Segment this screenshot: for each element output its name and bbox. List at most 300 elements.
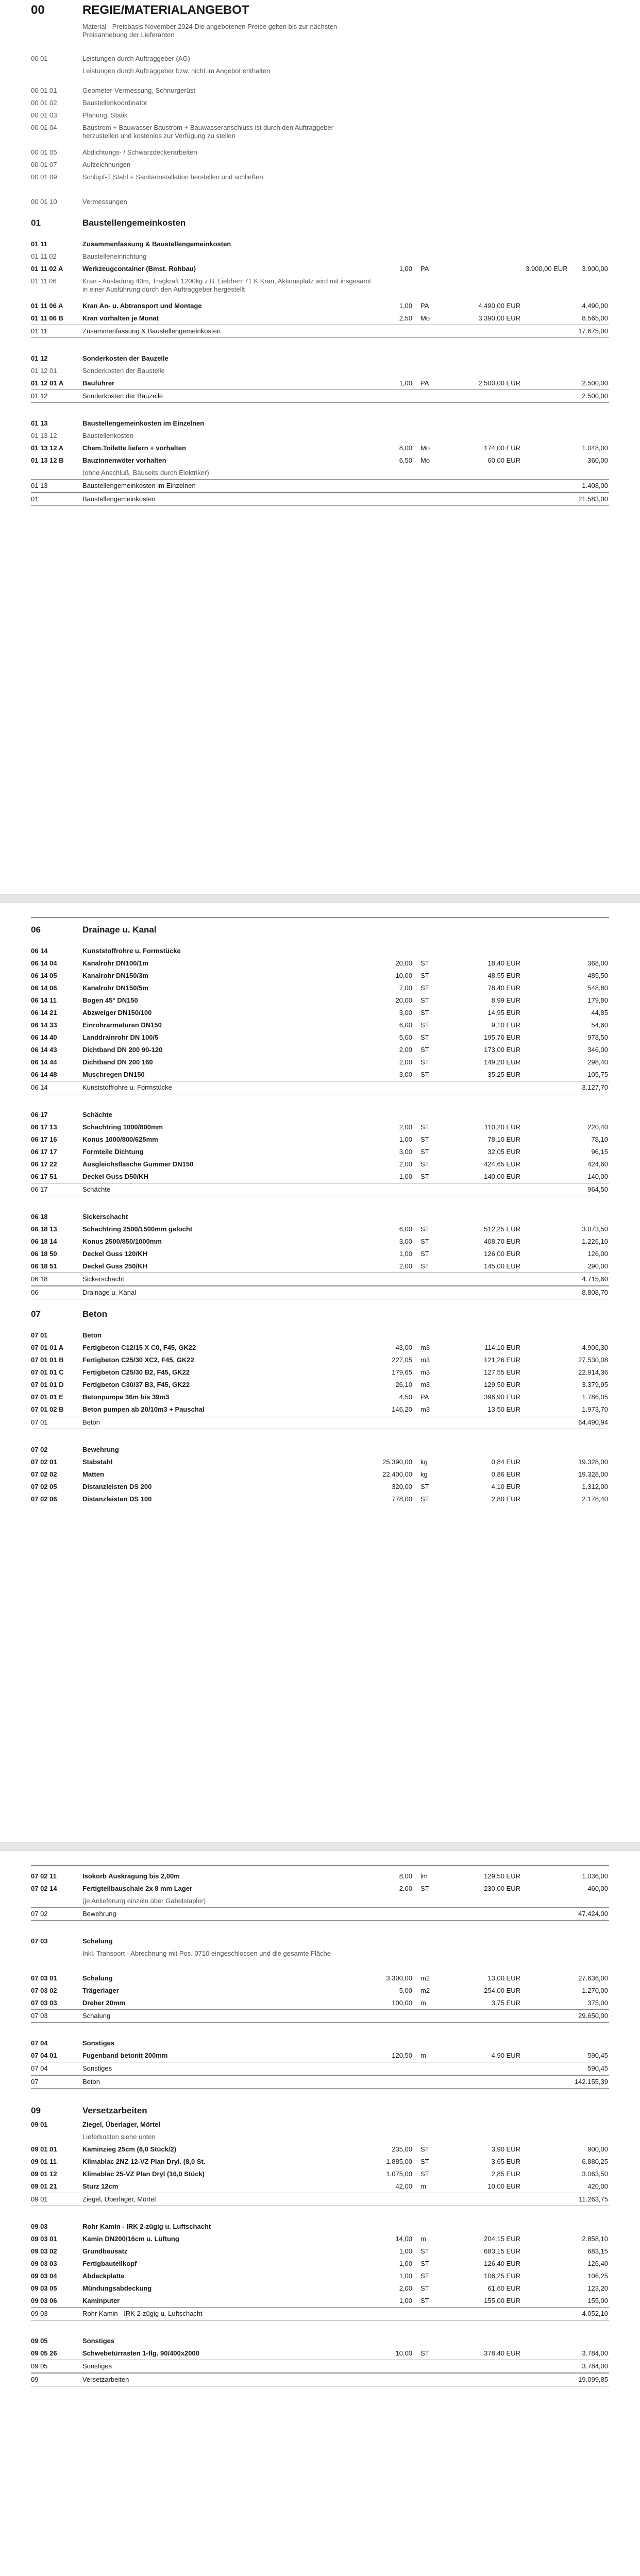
unit: kg [420, 1458, 428, 1466]
position-description: Drainage u. Kanal [82, 1289, 137, 1296]
quantity: 5,00 [399, 1987, 412, 1994]
unit: PA [420, 265, 429, 273]
position-row [31, 1019, 609, 1031]
position-description: Fertigbauteilkopf [82, 2260, 137, 2267]
position-number: 06 14 05 [31, 972, 57, 979]
unit: ST [420, 2260, 429, 2267]
position-description: REGIE/MATERIALANGEBOT [82, 3, 249, 17]
total-price: 2.500,00 [582, 379, 608, 387]
total-price: 964,50 [587, 1185, 608, 1193]
unit-price: 9,10 EUR [491, 1021, 520, 1029]
position-row [31, 982, 609, 994]
unit-price: 18,40 EUR [487, 959, 520, 967]
position-row [31, 1121, 609, 1133]
total-price: 47.424,00 [578, 1910, 608, 1918]
unit: ST [420, 1173, 429, 1180]
position-number: 09 03 [31, 2223, 48, 2230]
total-price: 3.073,50 [582, 1225, 608, 1233]
subtotal-row [31, 2009, 609, 2023]
total-price: 3.379,95 [582, 1381, 608, 1388]
position-number: 07 01 01 B [31, 1356, 64, 1364]
unit: ST [420, 2158, 429, 2165]
unit: m [420, 2052, 426, 2059]
quantity: 26,10 [395, 1381, 412, 1388]
unit-price: 149,20 EUR [484, 1058, 520, 1066]
page-2-content [31, 922, 609, 1505]
position-description: Kamin DN200/16cm u. Lüftung [82, 2235, 179, 2243]
text-row [31, 365, 609, 377]
position-number: 00 01 [31, 55, 48, 62]
position-number: 07 02 [31, 1910, 48, 1918]
position-row [31, 2156, 609, 2168]
position-row [31, 1456, 609, 1468]
position-row [31, 454, 609, 467]
position-number: 07 [31, 1309, 41, 1319]
subsection-heading [31, 1935, 609, 1947]
unit-price: 4,10 EUR [491, 1483, 520, 1490]
spacer [31, 1196, 609, 1211]
note-row [31, 1947, 609, 1972]
total-price: 375,00 [587, 1999, 608, 2007]
position-description: Sonstiges [82, 2362, 112, 2370]
position-row [31, 2295, 609, 2307]
total-price: 3.900,00 EUR [526, 265, 568, 273]
unit-price: 13,50 EUR [487, 1405, 520, 1413]
position-row [31, 957, 609, 970]
position-number: 06 14 48 [31, 1071, 57, 1078]
position-description: Kunststoffrohre u. Formstücke [82, 947, 181, 955]
position-number: 00 01 07 [31, 161, 57, 168]
position-description: Kaminzieg 25cm (8,0 Stück/2) [82, 2145, 177, 2153]
position-description: Rohr Kamin - IRK 2-zügig u. Luftschacht [82, 2310, 203, 2317]
subtotal-row [31, 1286, 609, 1299]
unit: ST [420, 2145, 429, 2153]
position-description: (je Anlieferung einzeln über Gabelstapler) [82, 1897, 206, 1905]
total-price: 1.408,00 [582, 482, 608, 489]
position-number: 07 02 14 [31, 1885, 57, 1892]
position-description: Zusammenfassung & Baustellengemeinkosten [82, 327, 221, 335]
position-number: 07 03 [31, 2012, 48, 2020]
unit: ST [420, 1250, 429, 1258]
position-row [31, 2143, 609, 2156]
subtotal-row [31, 389, 609, 403]
quantity: 1,00 [399, 1136, 412, 1143]
quantity: 6,50 [399, 456, 412, 464]
position-number: 06 17 17 [31, 1148, 57, 1156]
unit: ST [420, 1160, 429, 1168]
position-number: 06 17 16 [31, 1136, 57, 1143]
quantity: 2,00 [399, 1160, 412, 1168]
unit-price: 195,70 EUR [484, 1033, 520, 1041]
position-description: Dichtband DN 200 90-120 [82, 1046, 163, 1054]
position-description: Dreher 20mm [82, 1999, 126, 2007]
text-row [31, 146, 609, 159]
quantity: 1,00 [399, 379, 412, 387]
unit-price: 61,60 EUR [487, 2284, 520, 2292]
total-price: 8.808,70 [582, 1289, 608, 1296]
position-description: Stabstahl [82, 1458, 113, 1466]
total-price: 96,15 [591, 1148, 608, 1156]
subsection-heading [31, 1109, 609, 1121]
position-number: 07 04 [31, 2064, 48, 2072]
unit-price: 127,55 EUR [484, 1368, 520, 1376]
page-break-2 [0, 1842, 640, 1851]
total-price: 105,75 [587, 1071, 608, 1078]
position-row [31, 2270, 609, 2282]
quantity: 320,00 [392, 1483, 412, 1490]
quantity: 146,20 [392, 1405, 412, 1413]
position-number: 01 12 [31, 354, 48, 362]
position-description: Schalung [82, 2012, 111, 2020]
position-description: Sonstiges [82, 2039, 115, 2047]
position-number: 01 11 02 A [31, 265, 63, 273]
position-number: 07 01 [31, 1331, 48, 1339]
page-2 [0, 917, 640, 1834]
total-price: 123,20 [587, 2284, 608, 2292]
position-description: Versetzarbeiten [82, 2376, 129, 2383]
position-description: Planung, Statik [82, 111, 128, 119]
subsection-heading [31, 945, 609, 957]
position-description: Betonpumpe 36m bis 39m3 [82, 1393, 170, 1401]
position-description: Beton [82, 1418, 100, 1426]
quantity: 2,00 [399, 2284, 412, 2292]
position-number: 06 14 06 [31, 984, 57, 992]
position-number: 06 14 21 [31, 1009, 57, 1016]
spacer [31, 2320, 609, 2335]
position-number: 07 03 01 [31, 1974, 57, 1982]
total-price: 17.675,00 [578, 327, 608, 335]
unit-price: 424,65 EUR [484, 1160, 520, 1168]
position-number: 01 12 01 [31, 367, 57, 375]
total-price: 290,00 [587, 1262, 608, 1270]
position-number: 09 03 [31, 2310, 48, 2317]
position-description: Geometer-Vermessung, Schnurgerüst [82, 87, 195, 94]
position-number: 06 14 04 [31, 959, 57, 967]
unit: m3 [420, 1356, 430, 1364]
unit-price: 4.490,00 EUR [478, 302, 520, 310]
unit: ST [420, 2170, 429, 2178]
position-number: 09 05 [31, 2362, 48, 2370]
position-number: 07 02 [31, 1446, 48, 1453]
quantity: 8,00 [399, 444, 412, 452]
position-description: Abzweiger DN150/100 [82, 1009, 152, 1016]
total-price: 19.328,00 [578, 1458, 608, 1466]
position-description: Klimablac 25-VZ Plan Dryl (16,0 Stück) [82, 2170, 205, 2178]
position-number: 06 14 40 [31, 1033, 57, 1041]
position-description: Bauführer [82, 379, 115, 387]
position-number: 09 05 [31, 2337, 48, 2345]
unit: ST [420, 1148, 429, 1156]
position-number: 06 18 50 [31, 1250, 57, 1258]
unit-price: 110,20 EUR [484, 1123, 520, 1131]
position-number: 07 04 01 [31, 2052, 57, 2059]
quantity: 1,00 [399, 2260, 412, 2267]
position-description: Ausgleichsflasche Gummer DN150 [82, 1160, 194, 1168]
spacer [31, 45, 609, 53]
position-number: 09 03 02 [31, 2247, 57, 2255]
unit-price: 129,50 EUR [484, 1872, 520, 1880]
unit-price: 512,25 EUR [484, 1225, 520, 1233]
total-price: 220,40 [587, 1123, 608, 1131]
unit-price: 13,00 EUR [487, 1974, 520, 1982]
unit-price: 78,40 EUR [487, 984, 520, 992]
position-description: Baustellengemeinkosten [82, 495, 156, 503]
subtotal-row [31, 2360, 609, 2373]
unit: ST [420, 1046, 429, 1054]
position-row [31, 2168, 609, 2180]
position-description: Bauzinnenwöter vorhalten [82, 456, 166, 464]
subtotal-row [31, 1183, 609, 1196]
position-row [31, 377, 609, 389]
text-row [31, 159, 609, 171]
position-number: 06 18 14 [31, 1238, 57, 1245]
position-number: 09 01 21 [31, 2182, 57, 2190]
position-description: Drainage u. Kanal [82, 925, 157, 935]
position-row [31, 1031, 609, 1044]
position-description: Schlüpf-T Stahl + Sanitärinstallation herstellen und schließen [82, 173, 263, 181]
position-description: (ohne Anschluß, Bauseits durch Elektriker) [82, 469, 209, 477]
page-1-content [31, 0, 609, 506]
total-price: 142.155,39 [574, 2078, 608, 2086]
unit: m3 [420, 1344, 430, 1351]
position-row [31, 1366, 609, 1379]
quantity: 1,00 [399, 2272, 412, 2280]
note-row [31, 171, 609, 196]
total-price: 346,00 [587, 1046, 608, 1054]
position-row [31, 1223, 609, 1235]
total-price: 29.650,00 [578, 2012, 608, 2020]
unit-price: 4,90 EUR [491, 2052, 520, 2059]
spacer [31, 2089, 609, 2103]
total-price: 126,40 [587, 2260, 608, 2267]
page-top-rule [31, 917, 609, 918]
spacer [31, 2023, 609, 2037]
position-description: Bewehrung [82, 1446, 119, 1453]
position-number: 07 02 02 [31, 1470, 57, 1478]
unit: Mo [420, 456, 430, 464]
total-price: 3.063,50 [582, 2170, 608, 2178]
quantity: 100,00 [392, 1999, 412, 2007]
subtotal-row [31, 325, 609, 338]
position-description: Sonstiges [82, 2337, 115, 2345]
position-description: Vermessungen [82, 198, 127, 206]
text-row [31, 97, 609, 109]
position-row [31, 1870, 609, 1883]
position-description: Formteile Dichtung [82, 1148, 144, 1156]
position-description: Baustellengemeinkosten [82, 218, 186, 228]
position-description: Abdichtungs- / Schwarzdeckerarbeiten [82, 148, 197, 156]
position-number: 09 01 [31, 2121, 48, 2128]
total-price: 360,00 [587, 456, 608, 464]
unit: m3 [420, 1368, 430, 1376]
position-description: Beton [82, 1331, 102, 1339]
unit: m3 [420, 1381, 430, 1388]
unit: ST [420, 1058, 429, 1066]
position-description: Ziegel, Überlager, Mörtel [82, 2195, 156, 2203]
unit-price: 204,15 EUR [484, 2235, 520, 2243]
total-price: 78,10 [591, 1136, 608, 1143]
position-description: Klimablac 2NZ 12-VZ Plan Dryl. (8,0 St. [82, 2158, 206, 2165]
subsection-heading [31, 352, 609, 365]
subtotal-row [31, 2373, 609, 2386]
position-number: 07 04 [31, 2039, 48, 2047]
position-row [31, 1260, 609, 1273]
unit-price: 3.390,00 EUR [478, 314, 520, 322]
total-price: 2.500,00 [582, 392, 608, 400]
position-number: 07 01 [31, 1418, 48, 1426]
unit: ST [420, 2247, 429, 2255]
unit-price: 396,90 EUR [484, 1393, 520, 1401]
spacer [31, 2206, 609, 2221]
position-number: 01 11 [31, 327, 47, 335]
page-3 [0, 1865, 640, 2576]
total-price: 683,15 [587, 2247, 608, 2255]
text-row [31, 84, 609, 97]
subtotal-row [31, 2075, 609, 2089]
position-number: 06 17 [31, 1111, 48, 1118]
position-description: Inkl. Transport - Abrechnung mit Pos. 0710 eingeschlossen und die gesamte Fläche [82, 1950, 331, 1957]
quantity: 3,00 [399, 1071, 412, 1078]
position-number: 06 17 51 [31, 1173, 57, 1180]
position-row [31, 1007, 609, 1019]
position-row [31, 1493, 609, 1505]
text-row [31, 196, 609, 208]
position-description: Distanzleisten DS 100 [82, 1495, 152, 1503]
unit-price: 155,00 EUR [484, 2297, 520, 2304]
position-row [31, 1972, 609, 1985]
total-price: 485,50 [587, 972, 608, 979]
quantity: 3.300,00 [386, 1974, 412, 1982]
quantity: 3,00 [399, 1009, 412, 1016]
position-row [31, 1379, 609, 1391]
position-number: 06 [31, 1289, 39, 1296]
total-price: 368,00 [587, 959, 608, 967]
subsection-heading [31, 1329, 609, 1342]
position-description: Kran An- u. Abtransport und Montage [82, 302, 202, 310]
spacer [31, 1429, 609, 1444]
position-number: 00 01 03 [31, 111, 57, 119]
position-description: Aufzeichnungen [82, 161, 131, 168]
position-row [31, 1883, 609, 1895]
spacer [31, 231, 609, 238]
quantity: 2,00 [399, 1885, 412, 1892]
position-description: Ziegel, Überlager, Mörtel [82, 2121, 160, 2128]
position-description: Kaminputer [82, 2297, 120, 2304]
position-row [31, 300, 609, 312]
position-number: 07 03 [31, 1937, 48, 1945]
total-price: 140,00 [587, 1173, 608, 1180]
position-description: Muschregen DN150 [82, 1071, 145, 1078]
position-number: 00 01 01 [31, 87, 57, 94]
position-description: Leistungen durch Auftraggeber bzw. nicht im Angebot enthalten [82, 67, 271, 75]
position-number: 06 14 44 [31, 1058, 57, 1066]
total-price: 3.784,00 [582, 2362, 608, 2370]
position-number: 09 01 01 [31, 2145, 57, 2153]
position-description: Bogen 45° DN150 [82, 996, 138, 1004]
position-row [31, 2347, 609, 2360]
position-number: 09 01 11 [31, 2158, 57, 2165]
position-row [31, 2180, 609, 2193]
position-description: Sickerschacht [82, 1213, 128, 1221]
unit: m [420, 2182, 426, 2190]
unit-price: 0,84 EUR [491, 1458, 520, 1466]
total-price: 27.636,00 [578, 1974, 608, 1982]
position-description: Baustellenkoordinator [82, 99, 147, 107]
unit: ST [420, 984, 429, 992]
position-row [31, 994, 609, 1007]
unit-price: 254,00 EUR [484, 1987, 520, 1994]
unit: ST [420, 959, 429, 967]
text-row [31, 2131, 609, 2143]
quantity: 14,00 [395, 2235, 412, 2243]
unit-price: 35,25 EUR [487, 1071, 520, 1078]
position-description: Schalung [82, 1937, 113, 1945]
position-description: Schalung [82, 1974, 113, 1982]
position-number: 06 18 [31, 1213, 48, 1221]
position-description: Kanalrohr DN150/5m [82, 984, 148, 992]
unit: ST [420, 1123, 429, 1131]
quantity: 7,00 [399, 984, 412, 992]
text-row [31, 430, 609, 442]
position-row [31, 1044, 609, 1056]
total-price: 22.914,36 [578, 1368, 608, 1376]
total-price: 590,45 [587, 2052, 608, 2059]
unit: Mo [420, 314, 430, 322]
total-price: 27.530,08 [578, 1356, 608, 1364]
subtotal-row [31, 1273, 609, 1286]
subsection-heading [31, 2037, 609, 2049]
position-number: 07 02 11 [31, 1872, 57, 1880]
position-description: Chem.Toilette liefern + vorhalten [82, 444, 186, 452]
position-row [31, 970, 609, 982]
position-number: 06 18 51 [31, 1262, 57, 1270]
unit-price: 60,00 EUR [487, 456, 520, 464]
unit: Mo [420, 444, 430, 452]
position-number: 09 01 [31, 2195, 48, 2203]
total-price: 8.565,00 [582, 314, 608, 322]
position-number: 06 17 22 [31, 1160, 57, 1168]
position-description: Distanzleisten DS 200 [82, 1483, 152, 1490]
unit-price: 145,00 EUR [484, 1262, 520, 1270]
subtotal-row [31, 493, 609, 506]
unit: ST [420, 1071, 429, 1078]
subsection-heading [31, 1444, 609, 1456]
position-description: Isokorb Auskragung bis 2,00m [82, 1872, 180, 1880]
unit: m2 [420, 1974, 430, 1982]
quantity: 179,65 [392, 1368, 412, 1376]
total-price: 11.263,75 [579, 2195, 608, 2203]
position-row [31, 2245, 609, 2258]
unit: ST [420, 2349, 429, 2357]
quantity: 1,00 [399, 2247, 412, 2255]
total-price: 155,00 [587, 2297, 608, 2304]
position-description: Sturz 12cm [82, 2182, 119, 2190]
quantity: 778,00 [392, 1495, 412, 1503]
position-row [31, 2049, 609, 2062]
position-number: 06 18 13 [31, 1225, 57, 1233]
quantity: 2,00 [399, 1046, 412, 1054]
position-number: 00 01 02 [31, 99, 57, 107]
total-price: 460,00 [587, 1885, 608, 1892]
subtotal-row [31, 2193, 609, 2206]
unit-price: 2.500,00 EUR [478, 379, 520, 387]
position-description: Kran - Ausladung 40m, Tragkraft 1200kg z.B. Liebherr 71 K Kran, Aktionsplatz wird mit insgesamt in einer Ausführung durch den Auftraggeber hergestellt [82, 277, 372, 293]
position-number: 07 02 05 [31, 1483, 57, 1490]
spacer [31, 338, 609, 352]
subtotal-row [31, 2062, 609, 2075]
total-price: 19.328,00 [578, 1470, 608, 1478]
position-description: Kanalrohr DN150/3m [82, 972, 148, 979]
